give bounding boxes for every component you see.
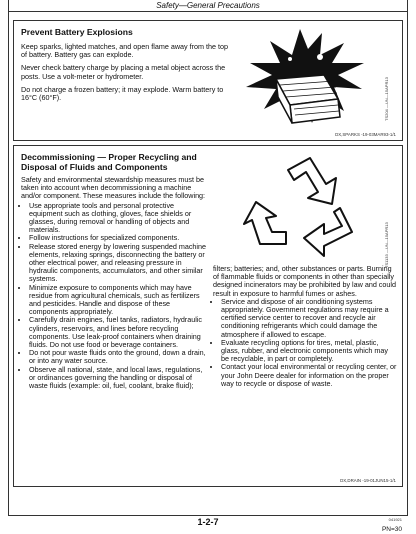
paragraph: Do not charge a frozen battery; it may explode. Warm battery to 16°C (60°F). — [21, 84, 224, 103]
pn-label: PN=30 — [381, 526, 402, 533]
list-item: • Service and dispose of air conditioning systems appropriately. Government regulations may require a certified service center to recover and recycle air conditioning refrigerants which could damage the atmosphere if allowed to escape. — [221, 298, 397, 339]
list-item: • Carefully drain engines, fuel tanks, radiators, hydraulic cylinders, reservoirs, and lines before recycling components. Use leak-proof containers when draining fluids. Do not use food or beverage containers. — [29, 316, 209, 349]
list-item: • Follow instructions for specialized components. — [29, 234, 209, 242]
section-title: Decommissioning — Proper Recycling and Disposal of Fluids and Components — [21, 152, 197, 172]
paragraph: Keep sparks, lighted matches, and open flame away from the top of battery. Battery gas can explode. — [21, 42, 228, 60]
figure-id: TS204 —UN—15APR13 — [384, 77, 389, 121]
figure-id: TS1133 —UN—15APR13 — [384, 222, 389, 268]
left-list — [21, 202, 209, 391]
battery-section — [13, 20, 403, 141]
running-header: Safety—General Precautions — [8, 0, 408, 12]
recycle-icon — [236, 152, 366, 262]
list-item: • Minimize exposure to components which may have residue from agricultural chemicals, such as fertilizers and pesticides. Handle and dispose of these components appropriately. — [29, 284, 209, 317]
right-list — [213, 298, 397, 388]
list-item: • Use appropriate tools and personal protective equipment such as clothing, gloves, face shields or glasses, during removal or handling of objects and materials. — [29, 202, 209, 235]
intro-paragraph: Safety and environmental stewardship measures must be taken into account when decommissioning a machine and/or component. These measures include the following: — [21, 175, 206, 201]
list-item: • Observe all national, state, and local laws, regulations, or ordinances governing the handling or disposal of waste fluids (example: oil, fuel, coolant, brake fluid); — [29, 366, 209, 391]
list-item: • Do not pour waste fluids onto the ground, down a drain, or into any water source. — [29, 349, 209, 365]
page-number: 1-2-7 — [197, 517, 219, 527]
date-code: 041921 — [388, 517, 402, 522]
list-item: • Evaluate recycling options for tires, metal, plastic, glass, rubber, and electronic components which may be recyclable, in part or completely. — [221, 339, 397, 364]
section-title: Prevent Battery Explosions — [21, 27, 133, 37]
list-item: • Release stored energy by lowering suspended machine elements, relaxing springs, disconnecting the battery or other electrical power, and releasing pressure in hydraulic components, accumulators, and other similar systems. — [29, 243, 209, 284]
battery-explosion-icon — [240, 27, 370, 127]
paragraph: Never check battery charge by placing a metal object across the posts. Use a volt-meter or hydrometer. — [21, 63, 226, 81]
list-item: • Contact your local environmental or recycling center, or your John Deere dealer for information on the proper way to recycle or dispose of waste. — [221, 363, 397, 388]
footer-code: DX,SPARKS -19-03MAR93-1/1 — [335, 132, 396, 137]
continuation-paragraph: filters; batteries; and, other substances or parts. Burning of flammable fluids or components in other than specially designed incinerators may be prohibited by law and could result in exposure to harmful fumes or ashes. — [213, 264, 396, 298]
decommission-section — [13, 145, 403, 487]
footer-code: DX,DRAIN -19-01JUN15-1/1 — [340, 478, 396, 483]
